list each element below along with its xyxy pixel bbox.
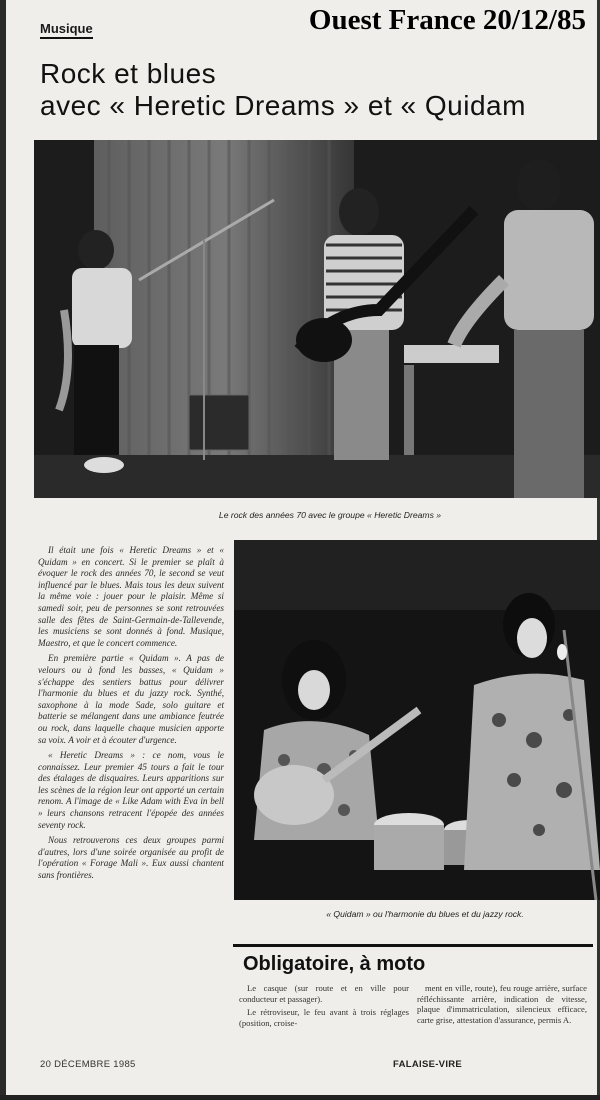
band-photo-heretic-dreams xyxy=(34,140,600,498)
article-paragraph-3: « Heretic Dreams » : ce nom, vous le connaissez. Leur premier 45 tours a fait le tour des étalages de disquaires. Leurs apparitions sur les scènes de la région leur ont apporté un certain renom. A l'image de « Like Adam with Eva in bell » leurs chansons retracent l'épopée des années seventy rock. xyxy=(38,750,224,830)
sidebar-box-column-2 xyxy=(417,983,587,1028)
footer-date: 20 DÉCEMBRE 1985 xyxy=(40,1059,136,1070)
headline-line-2: avec « Heretic Dreams » et « Quidam xyxy=(40,90,526,121)
section-label: Musique xyxy=(40,21,93,39)
source-label: Ouest France 20/12/85 xyxy=(308,4,586,36)
article-paragraph-1: Il était une fois « Heretic Dreams » et « Quidam » en concert. Si le premier se plaît à évoquer le rock des années 70, le second se veut influencé par le blues. Mais tous les deux suivent la même voie : jouer pour le plaisir. Même si samedi soir, peu de personnes se sont retrouvées salle des fêtes de Saint-Germain-de-Tallevende, les musiciens se sont donnés à fond. Musique, Maestro, et que le concert commence. xyxy=(38,545,224,648)
sidebar-box-text-2: Le rétroviseur, le feu avant à trois réglages (position, croise- xyxy=(239,1007,409,1028)
sidebar-box-text-1: Le casque (sur route et en ville pour conducteur et passager). xyxy=(239,983,409,1004)
quidam-photo-illustration xyxy=(234,540,600,900)
bottom-border xyxy=(0,1095,600,1100)
stage-photo-illustration xyxy=(34,140,600,498)
footer-place: FALAISE-VIRE xyxy=(393,1059,463,1070)
article-paragraph-2: En première partie « Quidam ». A pas de velours ou à fond les basses, « Quidam » s'échappe des sentiers battus pour délivrer l'harmonie du blues et du jazzy rock. Synthé, saxophone à la mode Sade, solo guitare et batterie se mélangent dans une ambiance feutrée ou rock, dans laquelle chaque musicien apporte sa voix. A voir et à écouter d'urgence. xyxy=(38,653,224,745)
article-paragraph-4: Nous retrouverons ces deux groupes parmi d'autres, lors d'une soirée organisée au profit de l'opération « Forage Mali ». Eux aussi chantent sans frontières. xyxy=(38,835,224,881)
sidebar-box-text-3: ment en ville, route), feu rouge arrière, surface réfléchissante arrière, indication de vitesse, plaque d'immatriculation, silencieux efficace, carte grise, attestation d'assurance, permis A. xyxy=(417,983,587,1025)
left-border xyxy=(0,0,6,1100)
sidebar-box-column-1 xyxy=(239,983,409,1031)
headline-line-1: Rock et blues xyxy=(40,58,217,89)
headline xyxy=(40,58,526,122)
photo-caption-2: « Quidam » ou l'harmonie du blues et du jazzy rock. xyxy=(326,909,524,919)
band-photo-quidam xyxy=(234,540,600,900)
sidebar-box xyxy=(233,944,593,1049)
sidebar-box-title: Obligatoire, à moto xyxy=(243,953,426,975)
article-body xyxy=(38,545,224,886)
photo-caption-1: Le rock des années 70 avec le groupe « Heretic Dreams » xyxy=(218,510,442,520)
